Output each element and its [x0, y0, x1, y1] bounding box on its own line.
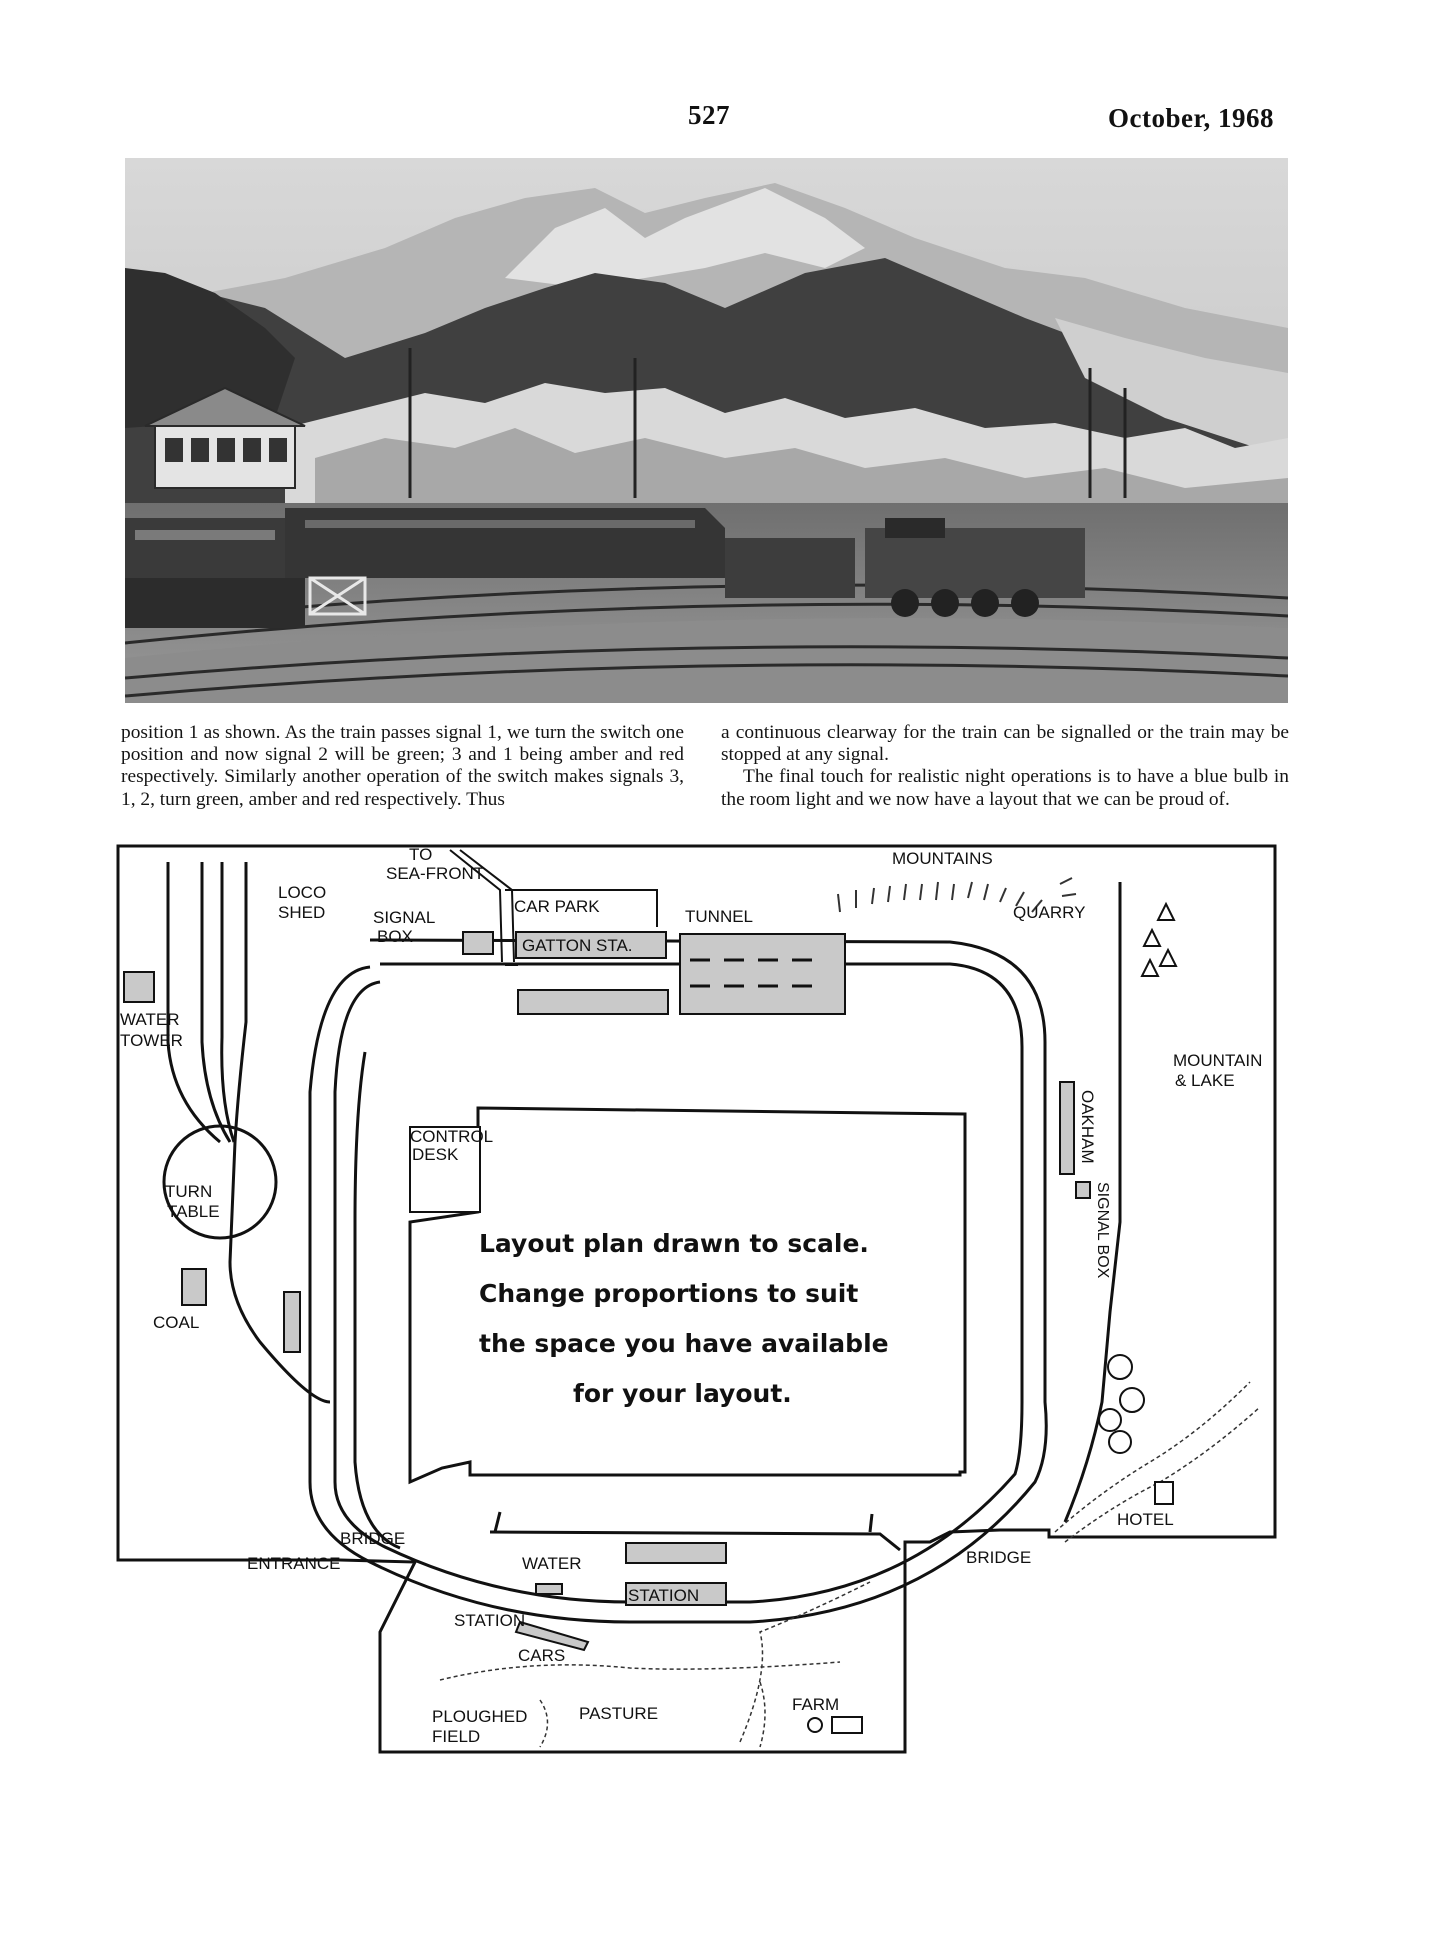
note-line-3: the space you have available [479, 1329, 889, 1358]
label-quarry: QUARRY [1013, 903, 1086, 922]
label-coal: COAL [153, 1313, 200, 1332]
label-farm: FARM [792, 1695, 840, 1714]
label-loco: LOCO [278, 883, 327, 902]
page-number: 527 [688, 100, 730, 130]
label-station-cars-1: STATION [454, 1611, 526, 1630]
note-line-1: Layout plan drawn to scale. [479, 1229, 869, 1258]
right-text-column [721, 722, 1289, 811]
body-paragraph: position 1 as shown. As the train passes signal 1, we turn the switch one position and now signal 2 will be green; 3 and 1 being amber and red respectively. Similarly another operation of the switch makes signals 3, 1, 2, turn green, amber and red respectively. Thus [121, 722, 684, 810]
body-paragraph: a continuous clearway for the train can be signalled or the train may be stopped at any signal. [721, 722, 1289, 766]
label-and-lake: & LAKE [1175, 1071, 1235, 1090]
label-ploughed: PLOUGHED [432, 1707, 528, 1726]
label-water-tower-2: TOWER [120, 1031, 183, 1050]
label-gatton-station: GATTON STA. [522, 936, 633, 955]
label-pasture: PASTURE [579, 1704, 659, 1723]
label-hotel: HOTEL [1117, 1510, 1174, 1529]
label-signal: SIGNAL [373, 908, 436, 927]
label-entrance: ENTRANCE [247, 1554, 341, 1573]
label-station: STATION [628, 1586, 700, 1605]
label-water: WATER [522, 1554, 582, 1573]
note-line-2: Change proportions to suit [479, 1279, 859, 1308]
label-desk: DESK [412, 1145, 459, 1164]
label-turn: TURN [165, 1182, 213, 1201]
label-box: BOX [377, 927, 413, 946]
layout-photograph [125, 158, 1288, 703]
layout-plan-diagram [110, 842, 1290, 1762]
note-line-4: for your layout. [573, 1379, 792, 1408]
left-text-column [121, 722, 684, 811]
label-mountain: MOUNTAIN [1173, 1051, 1263, 1070]
label-shed: SHED [278, 903, 326, 922]
label-station-cars-2: CARS [518, 1646, 566, 1665]
label-field: FIELD [432, 1727, 481, 1746]
label-mountains: MOUNTAINS [892, 849, 993, 868]
label-bridge-left: BRIDGE [340, 1529, 406, 1548]
label-tunnel: TUNNEL [685, 907, 754, 926]
label-oakham-signal-box: SIGNAL BOX [1094, 1182, 1111, 1279]
label-table: TABLE [167, 1202, 220, 1221]
page-date: October, 1968 [1108, 103, 1274, 133]
label-bridge-right: BRIDGE [966, 1548, 1032, 1567]
body-paragraph: The final touch for realistic night operations is to have a blue bulb in the room light and we now have a layout that we can be proud of. [721, 766, 1289, 810]
label-sea-front: SEA-FRONT [386, 864, 485, 883]
label-control: CONTROL [410, 1127, 494, 1146]
label-to: TO [409, 845, 433, 864]
label-water-tower-1: WATER [120, 1010, 180, 1029]
label-car-park: CAR PARK [514, 897, 600, 916]
label-oakham: OAKHAM [1078, 1090, 1097, 1164]
